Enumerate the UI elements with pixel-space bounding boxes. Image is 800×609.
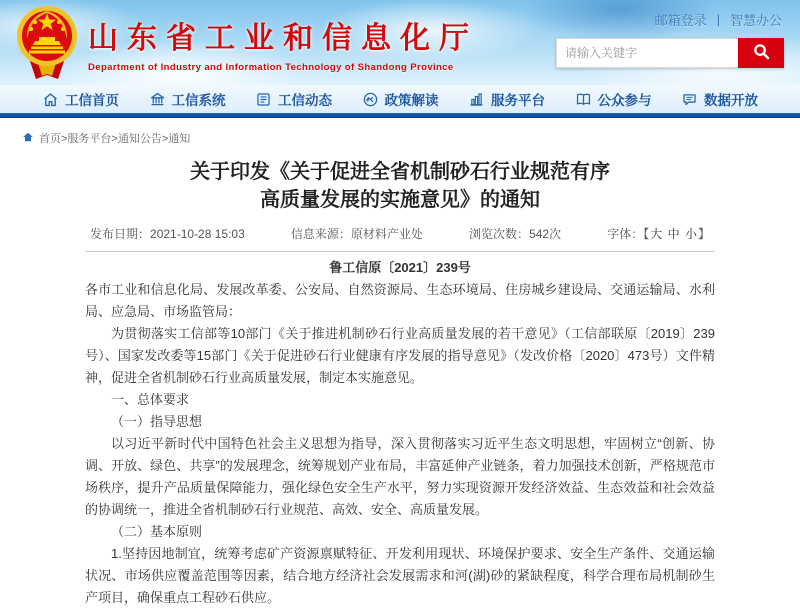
site-title: 山东省工业和信息化厅 — [88, 22, 478, 55]
nav-item-policy[interactable] — [362, 89, 439, 109]
nav-item-label: 数据开放 — [704, 93, 758, 108]
view-count: 浏览次数：542次 — [469, 227, 562, 241]
title-line-1: 关于印发《关于促进全省机制砂石行业规范有序 — [190, 161, 610, 183]
site-subtitle: Department of Industry and Information Technology of Shandong Province — [88, 62, 454, 73]
nav-item-label: 服务平台 — [491, 93, 545, 108]
header-top-links — [655, 10, 782, 29]
article-body — [85, 257, 715, 609]
top-links-divider: | — [716, 12, 720, 27]
publish-date: 发布日期：2021-10-28 15:03 — [90, 227, 245, 241]
doc-number: 鲁工信原〔2021〕239号 — [329, 260, 471, 275]
nav-item-label: 政策解读 — [384, 93, 439, 108]
paragraph-principle-1: 1.坚持因地制宜，统筹考虑矿产资源禀赋特征、开发利用现状、环境保护要求、安全生产条件、交通运输状况、市场供应覆盖范围等因素，结合地方经济社会发展需求和河(湖)砂的紧缺程度，科学合理布局机制砂生产项目，确保重点工程砂石供应。 — [85, 546, 715, 605]
paragraph-preamble: 为贯彻落实工信部等10部门《关于推进机制砂石行业高质量发展的若干意见》（工信部联原〔2019〕239号）、国家发改委等15部门《关于促进砂石行业健康有序发展的指导意见》（发改价格〔2020〕473号）文件精神，促进全省机制砂石行业高质量发展，制定本实施意见。 — [85, 326, 715, 385]
font-large-button[interactable]: 大 — [650, 227, 663, 241]
paragraph-recipients: 各市工业和信息化局、发展改革委、公安局、自然资源局、生态环境局、住房城乡建设局、交通运输局、水利局、应急局、市场监管局： — [85, 282, 715, 319]
subsection-heading-1: （一）指导思想 — [111, 414, 203, 429]
page-title — [85, 158, 715, 214]
nav-item-label: 公众参与 — [597, 93, 652, 108]
chat-bubble-icon — [681, 91, 698, 108]
open-book-icon — [575, 91, 592, 108]
meta-divider — [85, 251, 715, 252]
info-source: 信息来源：原材料产业处 — [290, 227, 423, 241]
font-size-control: 字体：【大 中 小】 — [607, 227, 710, 241]
national-emblem-icon — [16, 5, 78, 86]
nav-item-label: 工信首页 — [65, 93, 119, 108]
bank-icon — [149, 91, 166, 108]
search-input[interactable] — [556, 38, 738, 68]
paragraph-guiding-ideology: 以习近平新时代中国特色社会主义思想为指导，深入贯彻落实习近平生态文明思想，牢固树立“创新、协调、开放、绿色、共享”的发展理念，统筹规划产业布局，丰富延伸产业链条，着力加强技术创新，严格规范市场秩序，提升产品质量保障能力，强化绿色安全生产水平，努力实现资源开发经济效益、生态效益和社会效益的协调统一，推进全省机制砂石行业规范、高效、安全、高质量发展。 — [85, 436, 715, 517]
mail-login-link[interactable]: 邮箱登录 — [654, 13, 707, 28]
site-header — [0, 0, 800, 85]
font-small-button[interactable]: 小 — [684, 227, 697, 241]
news-icon — [255, 91, 272, 108]
handshake-icon — [362, 91, 379, 108]
font-medium-button[interactable]: 中 — [667, 227, 680, 241]
subsection-heading-2: （二）基本原则 — [111, 524, 203, 539]
nav-item-home[interactable] — [42, 89, 119, 109]
nav-item-service[interactable] — [468, 89, 545, 109]
breadcrumb-path[interactable]: 首页>服务平台>通知公告>通知 — [39, 133, 191, 145]
nav-item-label: 工信动态 — [278, 93, 332, 108]
breadcrumb-home-icon — [22, 131, 34, 146]
title-line-2: 高质量发展的实施意见》的通知 — [260, 189, 540, 211]
breadcrumb — [22, 130, 800, 146]
nav-item-data[interactable] — [681, 89, 758, 109]
site-title-block — [88, 13, 478, 73]
nav-divider-bar — [0, 113, 800, 118]
nav-item-label: 工信系统 — [171, 93, 226, 108]
search-icon — [753, 43, 770, 63]
nav-item-news[interactable] — [255, 89, 332, 109]
article — [60, 158, 740, 609]
article-meta — [85, 225, 715, 242]
home-icon — [42, 91, 59, 108]
main-nav — [0, 85, 800, 113]
search-box — [556, 38, 784, 68]
nav-item-participation[interactable] — [575, 89, 652, 109]
nav-item-system[interactable] — [149, 89, 226, 109]
section-heading-1: 一、总体要求 — [111, 392, 190, 407]
search-button[interactable] — [738, 38, 784, 68]
platform-chart-icon — [468, 91, 485, 108]
smart-office-link[interactable]: 智慧办公 — [729, 13, 782, 28]
